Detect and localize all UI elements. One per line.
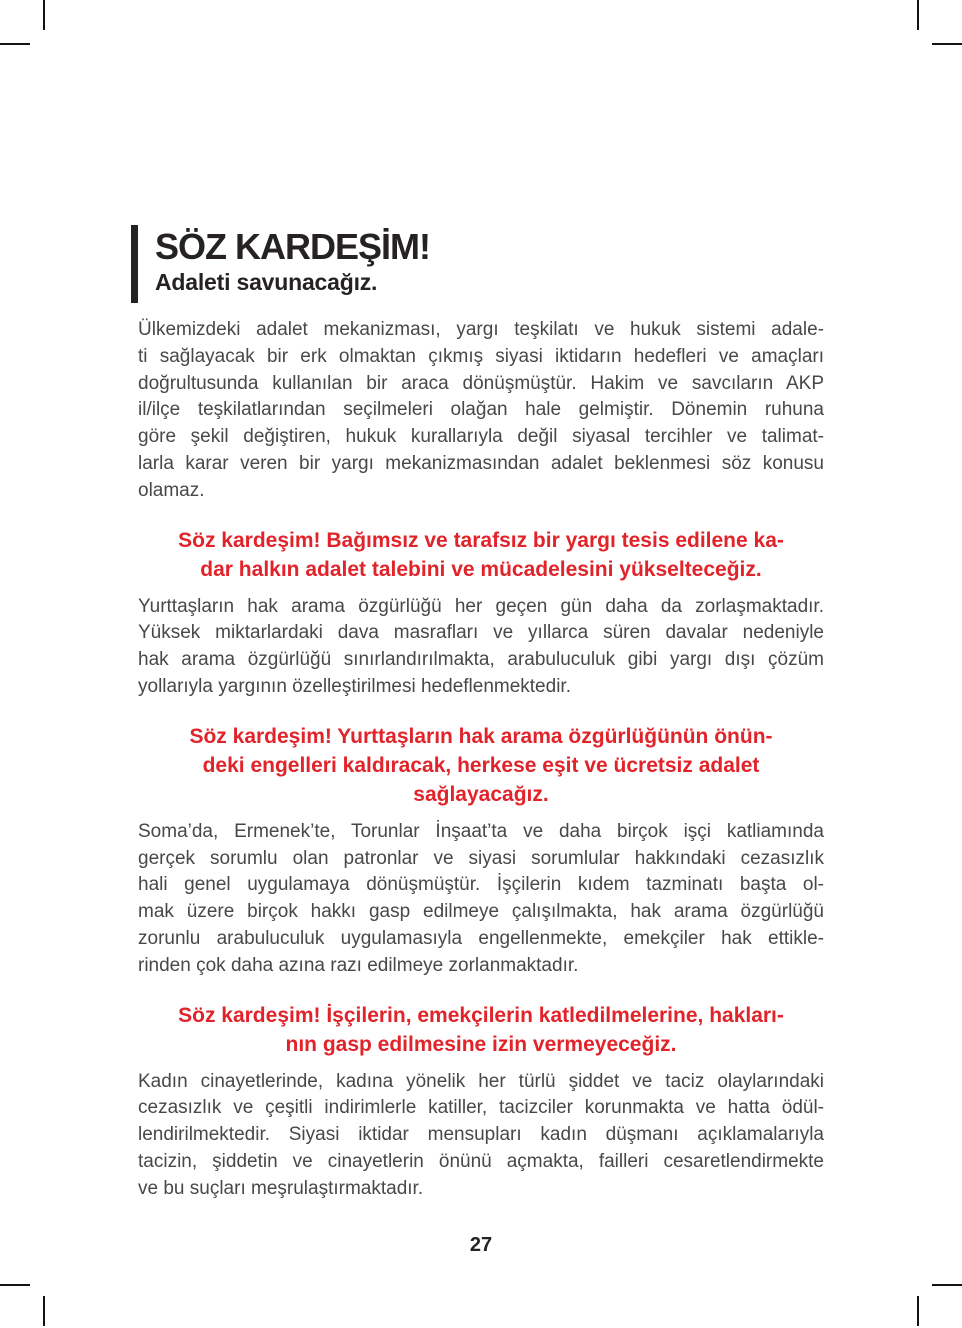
text-line: ve bu suçları meşrulaştırmaktadır. [138,1177,424,1199]
text-line: hak arama özgürlüğü sınırlandırılmakta, arabuluculuk gibi yargı dışı çözüm [138,649,824,671]
text-line: Ülkemizdeki adalet mekanizması, yargı teşkilatı ve hukuk sistemi adale- [138,319,824,340]
text-line: hali genel uygulamaya dönüşmüştür. İşçilerin kıdem tazminatı başta ol- [138,874,824,896]
page-number: 27 [469,1234,493,1256]
text-line: Soma’da, Ermenek’te, Torunlar İnşaat’ta ve daha birçok işçi katliamında [138,820,824,842]
text-line: tacizin, şiddetin ve cinayetlerin önünü açmakta, failleri cesaretlendirmekte [138,1150,824,1172]
slogan-line: sağlayacağız. [413,782,549,806]
crop-mark-bottom-left-vertical [43,1296,45,1326]
page-title: SÖZ KARDEŞİM! [155,226,430,267]
text-line: olamaz. [138,479,205,501]
body-paragraph [138,1069,824,1203]
text-line: il/ilçe teşkilatlarından seçilmeleri olağan hale gelmiştir. Dönemin ruhuna [138,399,824,421]
text-line: mak üzere birçok hakkı gasp edilmeye çalışılmakta, hak arama özgürlüğü [138,901,824,923]
crop-mark-top-right-vertical [917,0,919,30]
crop-mark-top-left-vertical [43,0,45,30]
slogan-paragraph [138,722,824,809]
slogan-line: Söz kardeşim! İşçilerin, emekçilerin katledilmelerine, hakları- [178,1003,784,1027]
slogan-paragraph [138,1001,824,1059]
page-subtitle: Adaleti savunacağız. [155,269,378,295]
section-header [131,225,824,303]
page-content [138,225,824,1203]
crop-mark-top-left-horizontal [0,43,30,45]
text-line: larla karar veren bir yargı mekanizmasından adalet beklenmesi söz konusu [138,452,824,474]
slogan-line: Söz kardeşim! Yurttaşların hak arama özgürlüğünün önün- [189,724,773,748]
text-line: ti sağlayacak bir erk olmaktan çıkmış siyasi iktidarın hedefleri ve amaçları [138,345,824,367]
slogan-paragraph [138,526,824,584]
text-line: Kadın cinayetlerinde, kadına yönelik her türlü şiddet ve taciz olaylarındaki [138,1070,824,1092]
text-line: Yurttaşların hak arama özgürlüğü her geçen gün daha da zorlaşmaktadır. [138,595,824,617]
text-line: lendirilmektedir. Siyasi iktidar mensupları kadın düşmanı açıklamalarıyla [138,1124,824,1146]
body-paragraph [138,317,824,505]
title-accent-bar [131,225,138,303]
content-blocks [138,317,824,1203]
crop-mark-top-right-horizontal [932,43,962,45]
slogan-line: deki engelleri kaldıracak, herkese eşit ve ücretsiz adalet [202,753,760,777]
text-line: Yüksek miktarlardaki dava masrafları ve yıllarca süren davalar nedeniyle [138,622,824,644]
body-paragraph [138,819,824,980]
text-line: zorunlu arabuluculuk uygulamasıyla engellenmekte, emekçiler hak ettikle- [138,927,824,949]
text-line: rinden çok daha azına razı edilmeye zorlanmaktadır. [138,954,579,976]
text-line: doğrultusunda kullanılan bir araca dönüşmüştür. Hakim ve savcıların AKP [138,372,824,394]
title-wrap [155,225,430,303]
slogan-line: dar halkın adalet talebini ve mücadelesini yükselteceğiz. [200,557,762,581]
body-paragraph [138,594,824,701]
text-line: gerçek sorumlu olan patronlar ve siyasi sorumlular hakkındaki cezasızlık [138,847,824,869]
text-line: yollarıyla yargının özelleştirilmesi hedeflenmektedir. [138,675,571,697]
crop-mark-bottom-left-horizontal [0,1284,30,1286]
text-line: göre şekil değiştiren, hukuk kurallarıyla değil siyasal tercihler ve talimat- [138,426,824,448]
crop-mark-bottom-right-vertical [917,1296,919,1326]
slogan-line: nın gasp edilmesine izin vermeyeceğiz. [285,1032,677,1056]
slogan-line: Söz kardeşim! Bağımsız ve tarafsız bir yargı tesis edilene ka- [178,528,784,552]
text-line: cezasızlık ve çeşitli indirimlerle katiller, tacizciler korunmakta ve hatta ödül- [138,1097,824,1119]
crop-mark-bottom-right-horizontal [932,1284,962,1286]
